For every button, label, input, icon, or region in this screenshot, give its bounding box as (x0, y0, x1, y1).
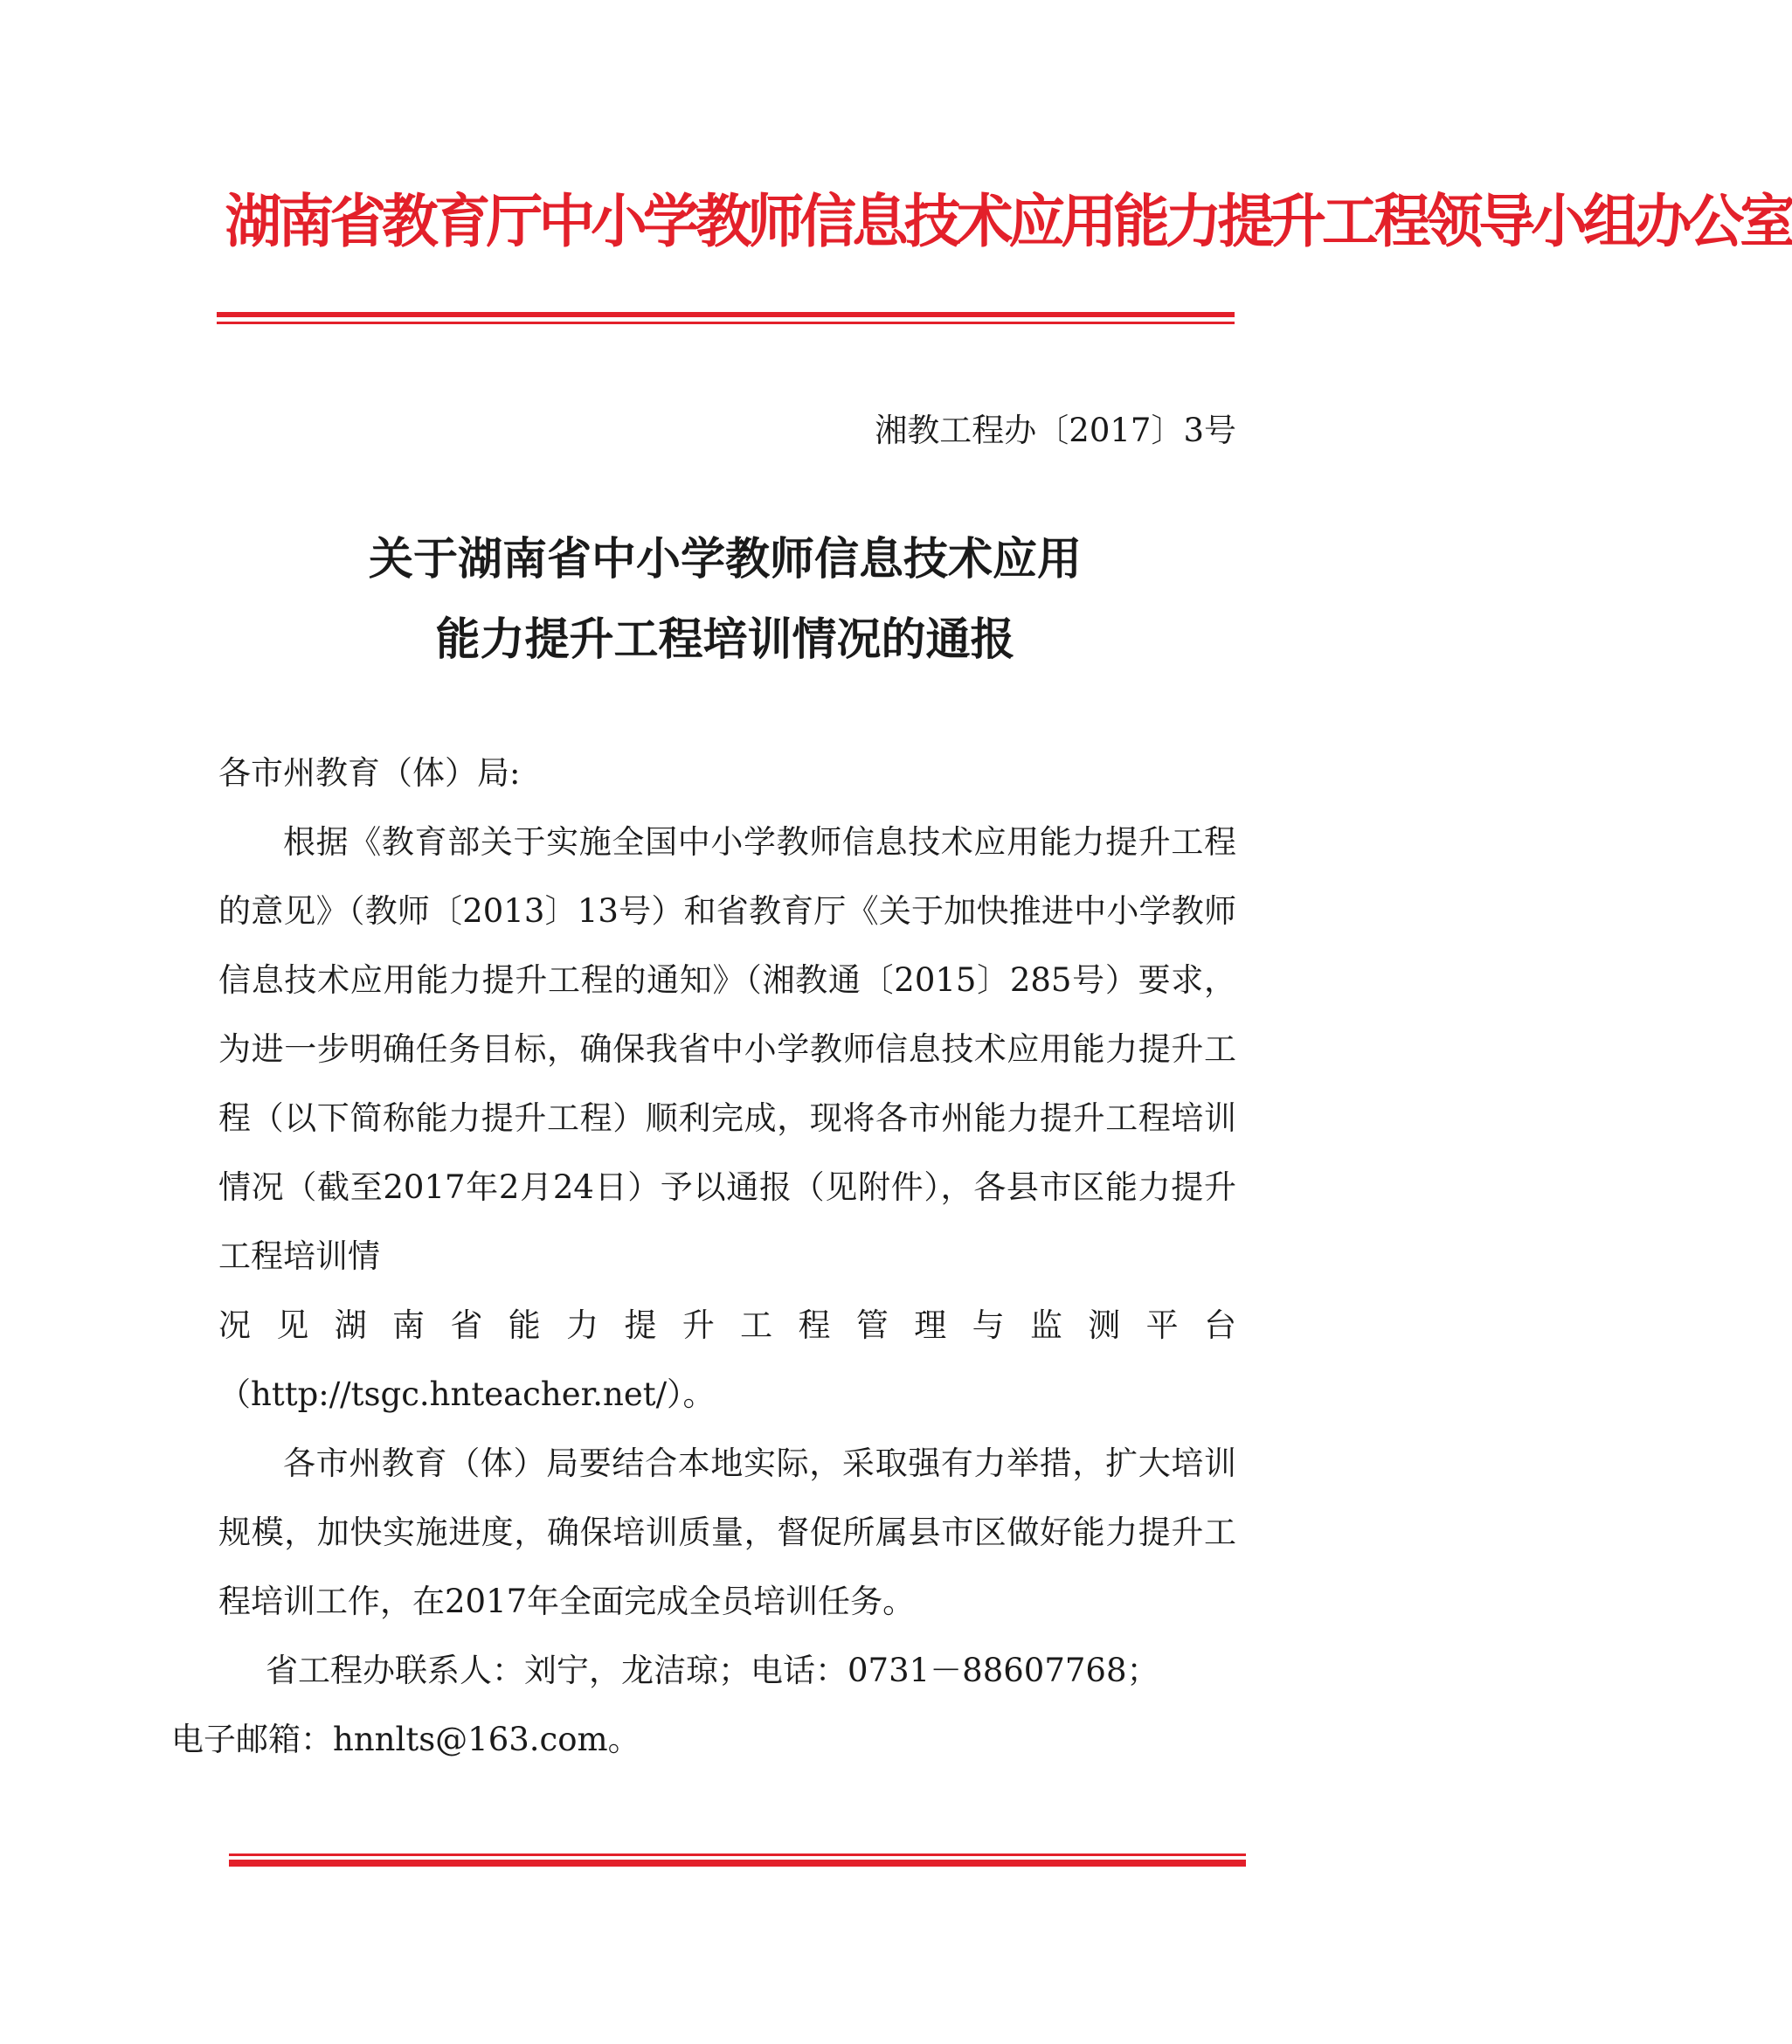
platform-url: （http://tsgc.hnteacher.net/）。 (218, 1375, 716, 1413)
header-red-rule-thick (217, 312, 1235, 317)
salutation: 各市州教育（体）局: (218, 754, 521, 792)
paragraph-notice-platform-line: 况见湖南省能力提升工程管理与监测平台 (218, 1306, 1236, 1344)
paragraph-notice (218, 807, 1236, 1429)
issuing-office-title: 湖南省教育厅中小学教师信息技术应用能力提升工程领导小组办公室 (225, 188, 1792, 255)
footer-red-rule-thin (229, 1853, 1246, 1856)
contact-info (171, 1636, 1236, 1774)
document-number: 湘教工程办〔2017〕3号 (875, 412, 1236, 449)
document-title (215, 520, 1235, 681)
contact-email: 电子邮箱：hnnlts@163.com。 (171, 1721, 640, 1758)
document-body (171, 738, 1236, 1774)
paragraph-notice-main: 根据《教育部关于实施全国中小学教师信息技术应用能力提升工程的意见》（教师〔2013〕13号）和省教育厅《关于加快推进中小学教师信息技术应用能力提升工程的通知》（湘教通〔2015〕285号）要求，为进一步明确任务目标，确保我省中小学教师信息技术应用能力提升工程（以下简称能力提升工程）顺利完成，现将各市州能力提升工程培训情况（截至2017年2月24日）予以通报（见附件），各县市区能力提升工程培训情 (218, 823, 1236, 1275)
contact-person-phone: 省工程办联系人：刘宁，龙洁琼；电话：0731－88607768； (266, 1652, 1159, 1689)
document-title-line-1: 关于湖南省中小学教师信息技术应用 (368, 534, 1082, 585)
document-title-line-2: 能力提升工程培训情况的通报 (435, 614, 1015, 666)
header-red-rule-thin (217, 322, 1235, 324)
paragraph-requirements: 各市州教育（体）局要结合本地实际，采取强有力举措，扩大培训规模，加快实施进度，确保培训质量，督促所属县市区做好能力提升工程培训工作，在2017年全面完成全员培训任务。 (218, 1445, 1236, 1620)
footer-red-rule-thick (229, 1860, 1246, 1867)
